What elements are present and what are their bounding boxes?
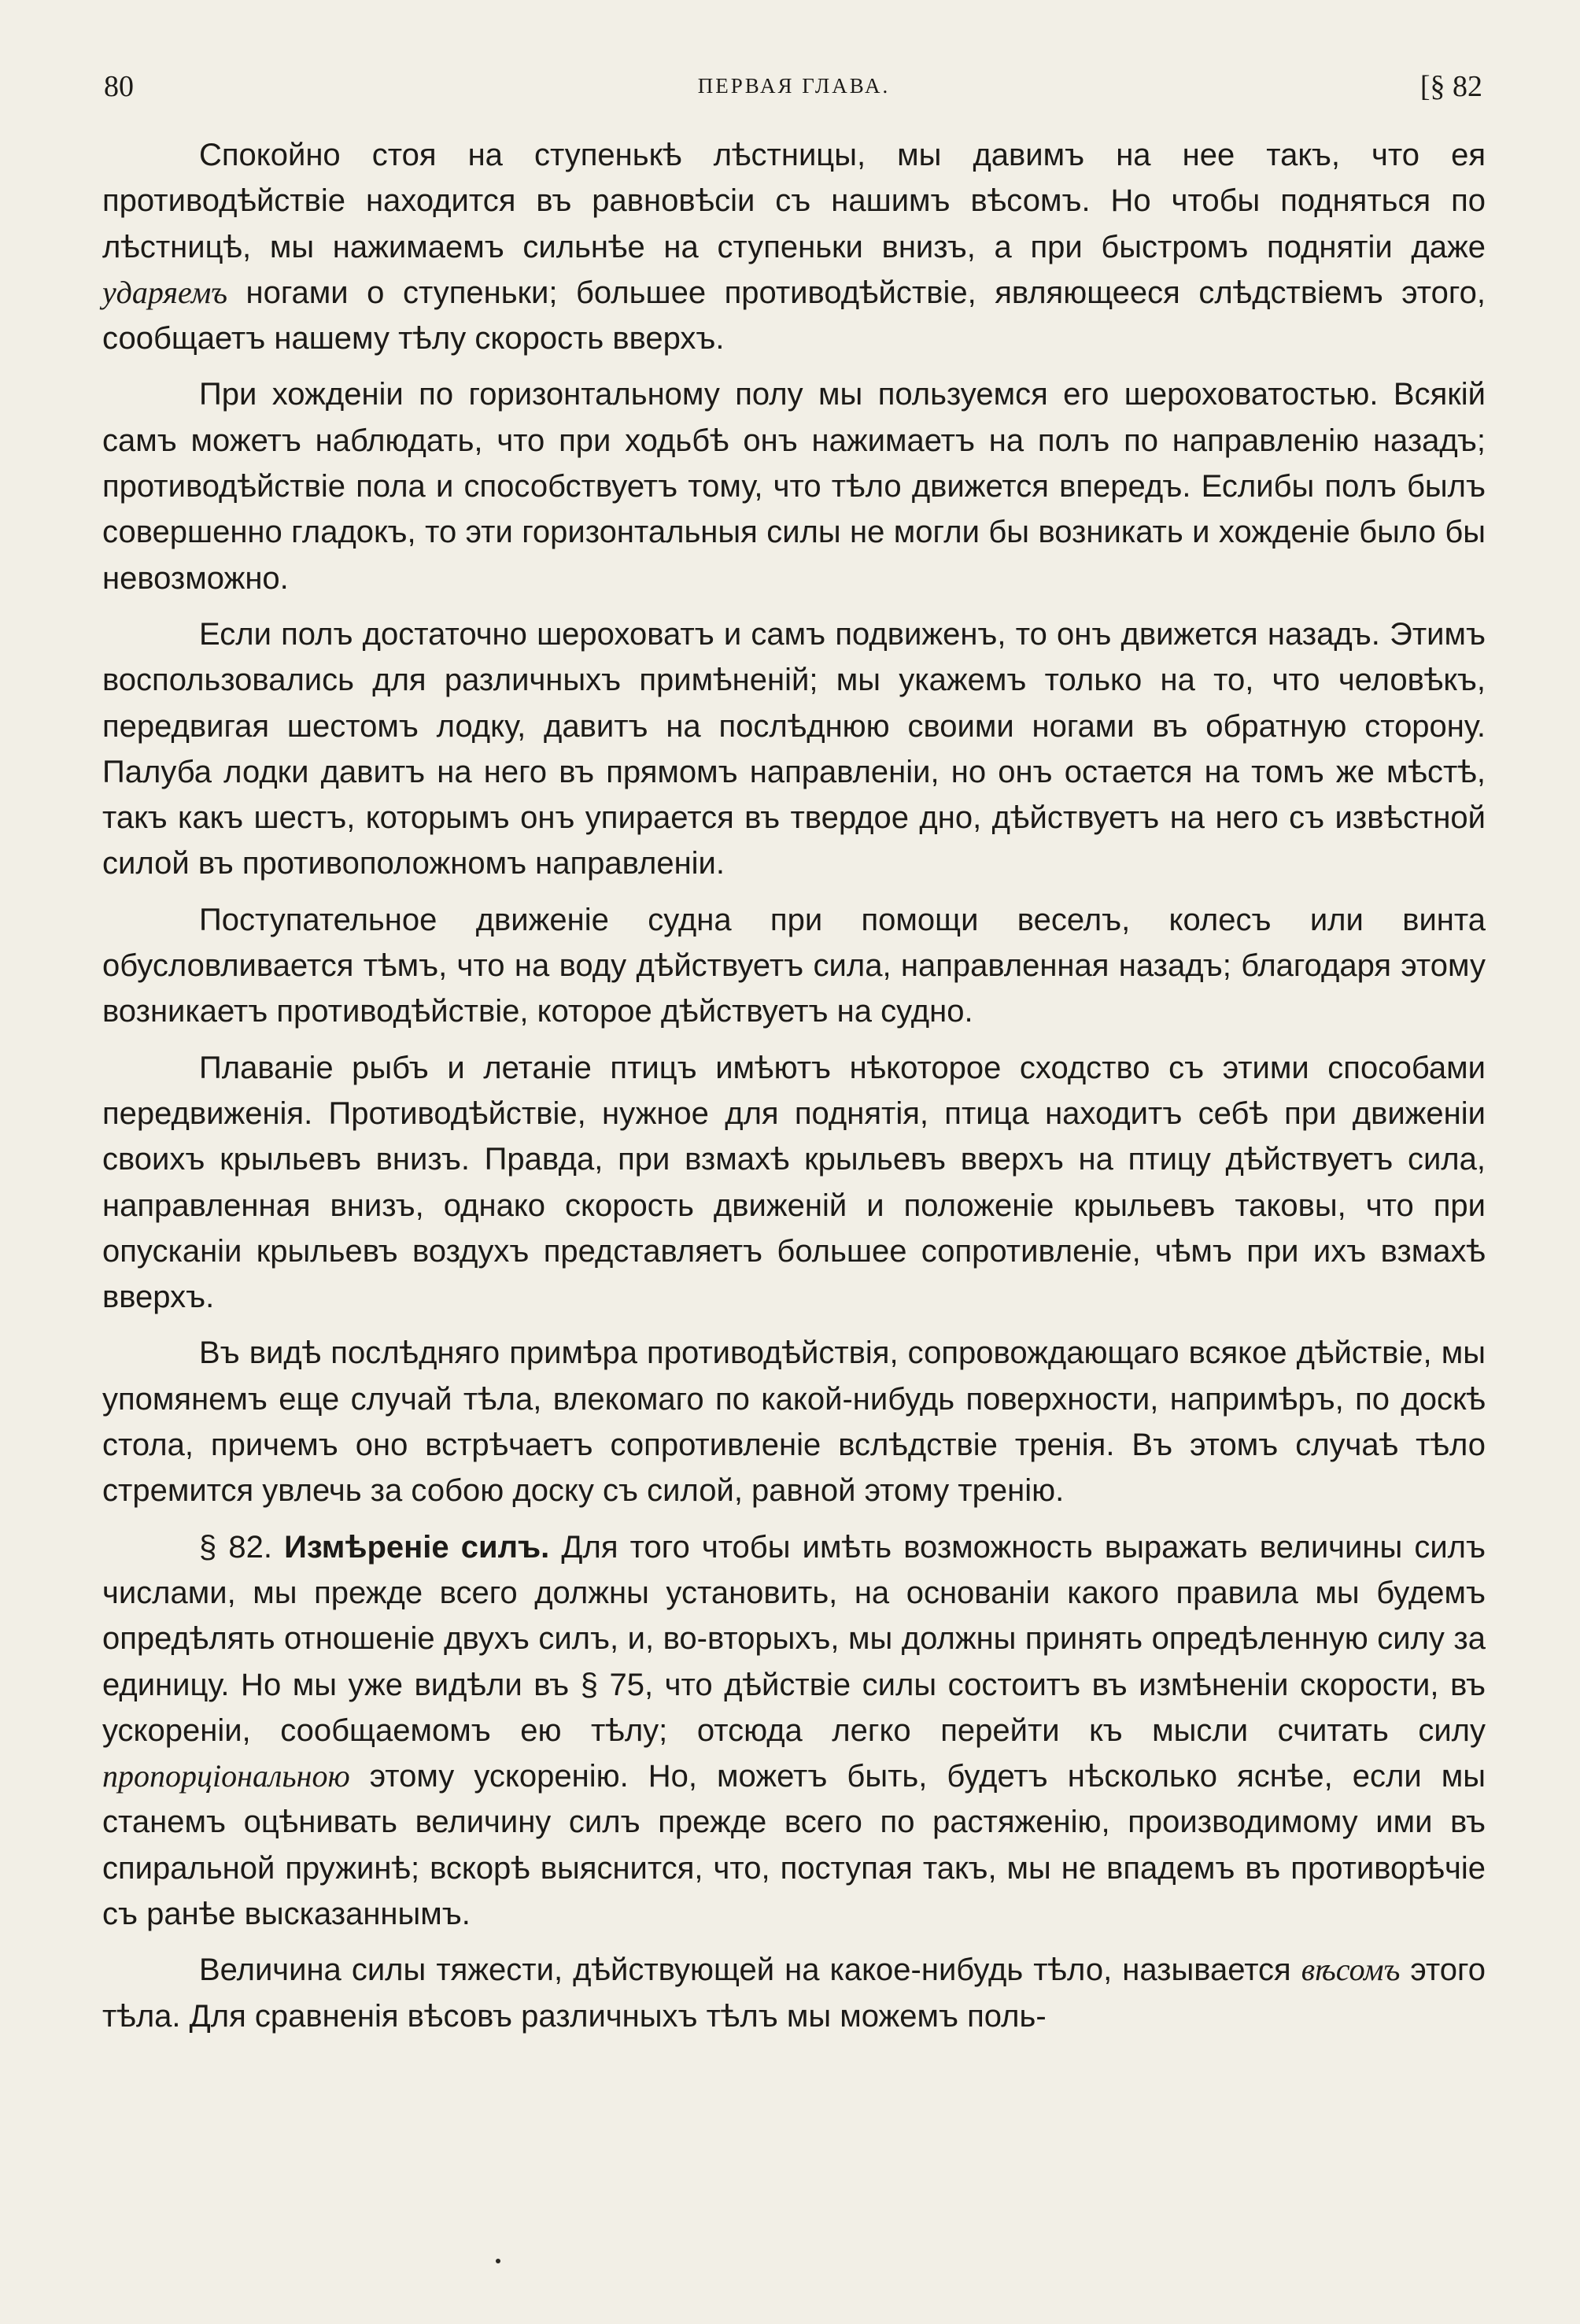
chapter-title: ПЕРВАЯ ГЛАВА. — [697, 74, 891, 98]
paragraph-ship: Поступательное движеніе судна при помощи веселъ, колесъ или винта обусловливается тѣмъ, что на воду дѣйствуетъ сила, направленная назадъ; благодаря этому возникаетъ противодѣйствіе, которое дѣйствуетъ на судно. — [102, 902, 1486, 1029]
paragraph-section-82: § 82. Измѣреніе силъ. Для того чтобы имѣть возможность выражать величины силъ числами, мы прежде всего должны установить, на основаніи какого правила мы будемъ опредѣлять отношеніе двухъ силъ, и, во-вторыхъ, мы должны принять опредѣленную силу за единицу. Но мы уже видѣли въ § 75, что дѣйствіе силы состоитъ въ измѣненіи скорости, въ ускореніи, сообщаемомъ ею тѣлу; отсюда легко перейти къ мысли считать силу пропорціональною этому ускоренію. Но, можетъ быть, будетъ нѣсколько яснѣе, если мы станемъ оцѣнивать величину силъ прежде всего по растяженію, производимому ими въ спиральной пружинѣ; вскорѣ выяснится, что, поступая такъ, мы не впадемъ въ противорѣчіе съ ранѣе высказаннымъ. — [102, 1529, 1486, 1931]
paragraph-weight: Величина силы тяжести, дѣйствующей на какое-нибудь тѣло, называется вѣсомъ этого тѣла. Для сравненія вѣсовъ различныхъ тѣлъ мы можемъ поль- — [102, 1952, 1486, 2034]
running-header — [102, 69, 1486, 109]
paragraph-walking: При хожденіи по горизонтальному полу мы пользуемся его шероховатостью. Всякій самъ можетъ наблюдать, что при ходьбѣ онъ нажимаетъ на полъ по направленію назадъ; противодѣйствіе пола и способствуетъ тому, что тѣло движется впередъ. Еслибы полъ былъ совершенно гладокъ, то эти горизонтальныя силы не могли бы возникать и хожденіе было бы невозможно. — [102, 377, 1486, 596]
italic-term: вѣсомъ — [1301, 1952, 1401, 1988]
paragraph-friction: Въ видѣ послѣдняго примѣра противодѣйствія, сопровождающаго всякое дѣйствіе, мы упомянемъ еще случай тѣла, влекомаго по какой-нибудь поверхности, напримѣръ, по доскѣ стола, причемъ оно встрѣчаетъ сопротивленіе вслѣдствіе тренія. Въ этомъ случаѣ тѣло стремится увлечь за собою доску съ силой, равной этому тренію. — [102, 1336, 1486, 1509]
paragraph-boat: Если полъ достаточно шероховатъ и самъ подвиженъ, то онъ движется назадъ. Этимъ воспользовались для различныхъ примѣненій; мы укажемъ только на то, что человѣкъ, передвигая шестомъ лодку, давитъ на послѣднюю своими ногами въ обратную сторону. Палуба лодки давитъ на него въ прямомъ направленіи, но онъ остается на томъ же мѣстѣ, такъ какъ шестъ, которымъ онъ упирается въ твердое дно, дѣйствуетъ на него съ извѣстной силой въ противоположномъ направленіи. — [102, 616, 1486, 881]
page-number: 80 — [104, 70, 134, 103]
paragraph-stairs: Спокойно стоя на ступенькѣ лѣстницы, мы давимъ на нее такъ, что ея противодѣйствіе находится въ равновѣсіи съ нашимъ вѣсомъ. Но чтобы подняться по лѣстницѣ, мы нажимаемъ сильнѣе на ступеньки внизъ, а при быстромъ поднятіи даже ударяемъ ногами о ступеньки; большее противодѣйствіе, являющееся слѣдствіемъ этого, сообщаетъ нашему тѣлу скорость вверхъ. — [102, 138, 1486, 357]
section-mark: [§ 82 — [1419, 70, 1482, 103]
page-body — [102, 132, 1486, 2039]
italic-term: пропорціональною — [102, 1758, 350, 1794]
print-speck — [496, 2259, 500, 2263]
section-heading: Измѣреніе силъ. — [284, 1529, 550, 1565]
paragraph-fish-birds: Плаваніе рыбъ и летаніе птицъ имѣютъ нѣкоторое сходство съ этими способами передвиженія. Противодѣйствіе, нужное для поднятія, птица находитъ себѣ при движеніи своихъ крыльевъ внизъ. Правда, при взмахѣ крыльевъ вверхъ на птицу дѣйствуетъ сила, направленная внизъ, однако скорость движеній и положеніе крыльевъ таковы, что при опусканіи крыльевъ воздухъ представляетъ большее сопротивленіе, чѣмъ при ихъ взмахѣ вверхъ. — [102, 1050, 1486, 1315]
italic-term: ударяемъ — [102, 274, 227, 310]
